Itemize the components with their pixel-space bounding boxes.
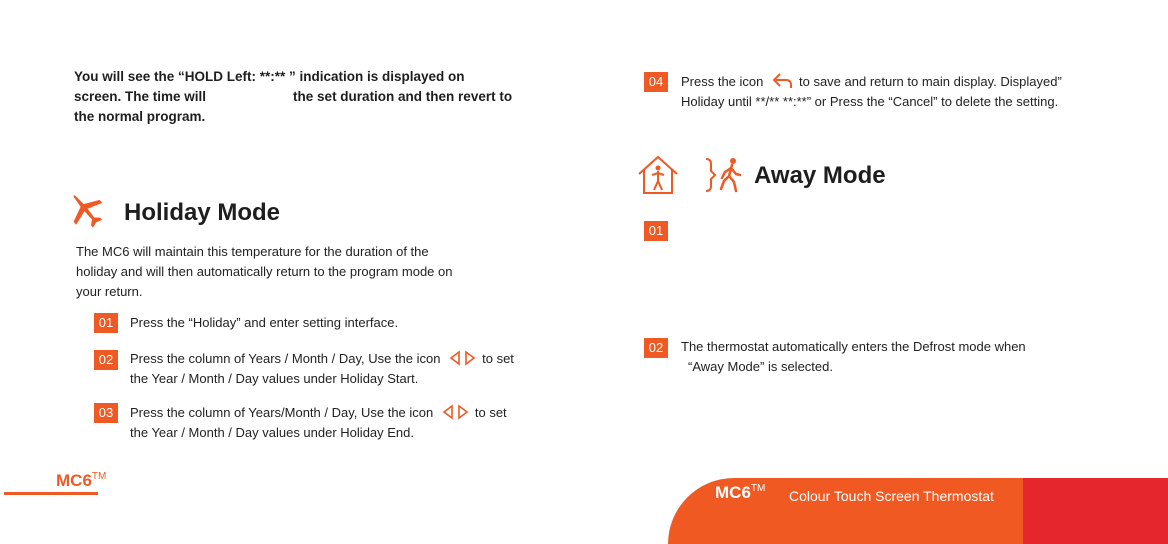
holiday-desc-line-2: holiday and will then automatically return to the program mode on — [76, 264, 453, 279]
left-right-arrows-icon — [441, 404, 471, 420]
intro-line-1: You will see the “HOLD Left: **:** ” indication is displayed on — [74, 69, 465, 84]
footer-band-red — [1023, 478, 1168, 544]
away-step-2: The thermostat automatically enters the Defrost mode when “Away Mode” is selected. — [681, 339, 1026, 374]
step-number-badge: 02 — [644, 338, 668, 358]
holiday-step-2: Press the column of Years / Month / Day, Use the icon to set the Year / Month / Day values under Holiday Start. — [130, 351, 514, 386]
holiday-desc-line-3: your return. — [76, 284, 143, 299]
holiday-mode-title: Holiday Mode — [124, 199, 281, 226]
step-number-badge: 01 — [94, 313, 118, 333]
intro-line-3: the normal program. — [74, 109, 206, 124]
hold-left-intro — [74, 67, 512, 127]
step-number-badge: 02 — [94, 350, 118, 370]
left-right-arrows-icon — [448, 350, 478, 366]
holiday-step-3: Press the column of Years/Month / Day, Use the icon to set the Year / Month / Day values under Holiday End. — [130, 405, 507, 440]
intro-line-2a: screen. The time will — [74, 89, 207, 104]
holiday-desc-line-1: The MC6 will maintain this temperature for the duration of the — [76, 244, 429, 259]
holiday-description — [76, 242, 453, 302]
airplane-icon — [66, 190, 106, 230]
footer-band — [668, 478, 1168, 544]
footer-right-brand: MC6™ — [715, 483, 766, 502]
footer-right-subtitle: Colour Touch Screen Thermostat — [789, 488, 994, 504]
step-number-badge: 04 — [644, 72, 668, 92]
step-number-badge: 01 — [644, 221, 668, 241]
footer-left-brand: MC6™ — [56, 471, 107, 490]
holiday-step-4: Press the icon to save and return to main display. Displayed” Holiday until **/** **:**” or Press the “Cancel” to delete the setting. — [681, 74, 1062, 109]
away-mode-title: Away Mode — [754, 162, 886, 189]
back-arrow-icon — [772, 72, 794, 90]
intro-line-2b: the set duration and then revert to — [293, 89, 513, 104]
holiday-step-1: Press the “Holiday” and enter setting interface. — [130, 315, 399, 330]
footer-left-underline — [4, 492, 98, 495]
step-number-badge: 03 — [94, 403, 118, 423]
house-person-icon — [636, 155, 680, 195]
person-leaving-icon — [703, 155, 743, 195]
